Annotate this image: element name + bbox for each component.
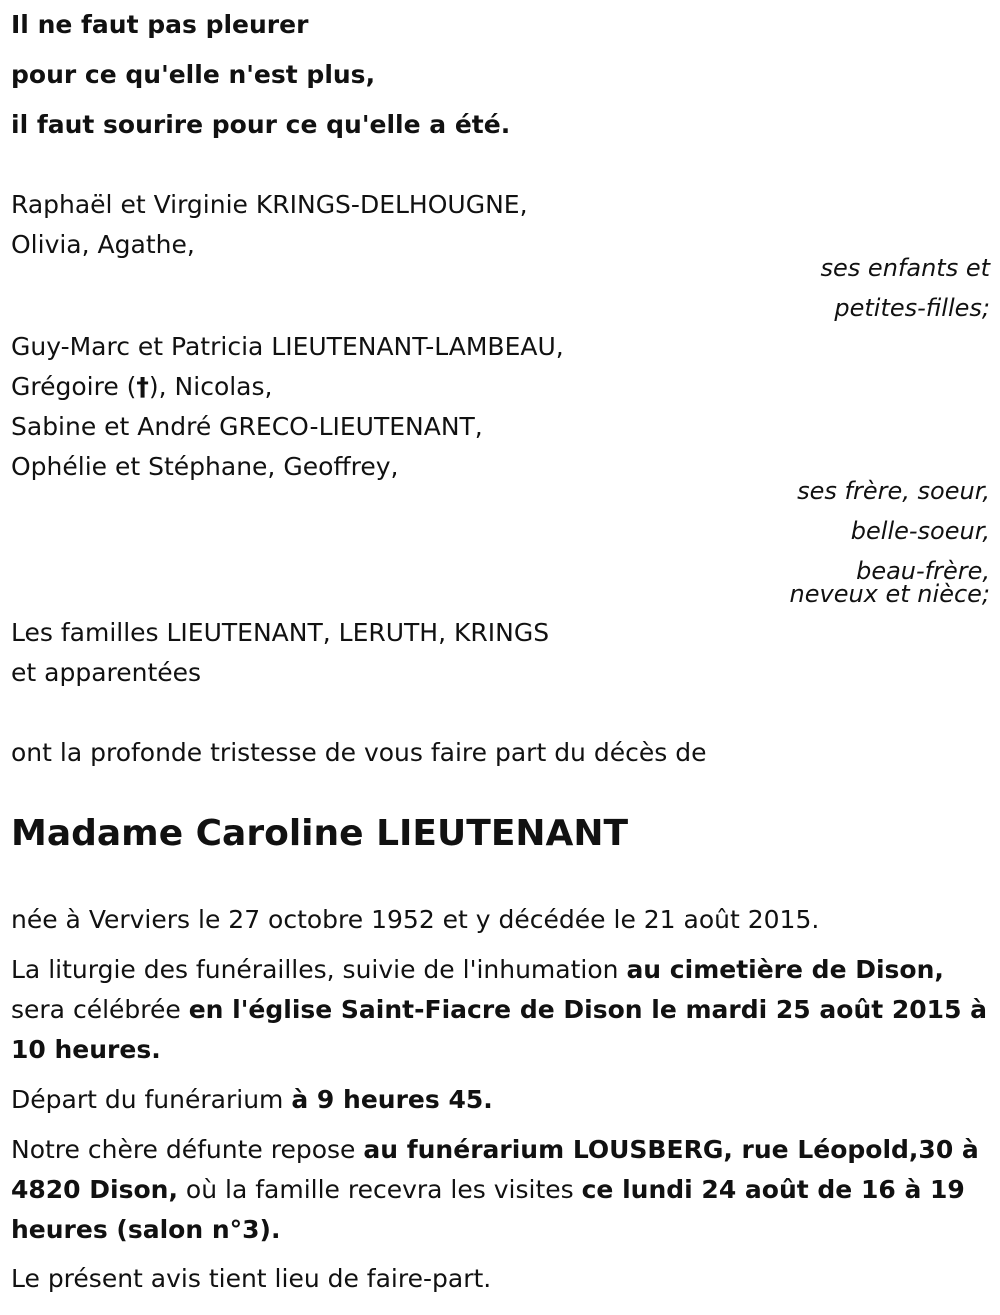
family1-relation-1: ses enfants et: [820, 254, 990, 282]
ceremony-bold-2: en l'église Saint-Fiacre de Dison le mardi 25 août 2015 à 10 heures.: [11, 995, 988, 1064]
deceased-name: Madame Caroline LIEUTENANT: [11, 813, 629, 854]
family2-relation-1: ses frère, soeur,: [797, 477, 990, 505]
visits-bold-2: ce lundi 24 août de 16 à 19 heures (salon n°3).: [11, 1175, 965, 1244]
ceremony-text-1: La liturgie des funérailles, suivie de l'inhumation: [11, 955, 627, 984]
visits-text-2: où la famille recevra les visites: [177, 1175, 582, 1204]
ceremony-bold-1: au cimetière de Dison,: [626, 955, 944, 984]
visits-paragraph: [11, 1130, 991, 1250]
family2-line-2-before: Grégoire (: [11, 372, 137, 401]
birth-death-text: née à Verviers le 27 octobre 1952 et y décédée le 21 août 2015.: [11, 905, 820, 934]
visits-bold-1: au funérarium LOUSBERG, rue Léopold,30 à 4820 Dison,: [11, 1135, 979, 1204]
ceremony-text-2: sera célébrée: [11, 995, 189, 1024]
cross-icon: †: [136, 372, 149, 401]
announcement-text: ont la profonde tristesse de vous faire part du décès de: [11, 738, 707, 767]
family2-line-1: Guy-Marc et Patricia LIEUTENANT-LAMBEAU,: [11, 332, 564, 361]
family1-line-1: Raphaël et Virginie KRINGS-DELHOUGNE,: [11, 190, 528, 219]
departure-paragraph: [11, 1080, 991, 1120]
departure-bold-1: à 9 heures 45.: [291, 1085, 493, 1114]
family2-relation-2: belle-soeur,: [850, 517, 990, 545]
family2-relation-4: neveux et nièce;: [789, 580, 990, 608]
family1-line-2: Olivia, Agathe,: [11, 230, 195, 259]
family3-line-1: Les familles LIEUTENANT, LERUTH, KRINGS: [11, 618, 550, 647]
quote-line-1: Il ne faut pas pleurer: [11, 10, 309, 39]
family2-line-2-after: ), Nicolas,: [148, 372, 273, 401]
departure-text-1: Départ du funérarium: [11, 1085, 292, 1114]
family2-line-2: [11, 372, 272, 402]
ceremony-paragraph: [11, 950, 991, 1070]
family2-relation-3: beau-frère,: [856, 557, 990, 585]
quote-line-2: pour ce qu'elle n'est plus,: [11, 60, 376, 89]
family1-relation-2: petites-filles;: [834, 294, 990, 322]
family3-line-2: et apparentées: [11, 658, 202, 687]
family2-line-4: Ophélie et Stéphane, Geoffrey,: [11, 452, 399, 481]
visits-text-1: Notre chère défunte repose: [11, 1135, 364, 1164]
quote-line-3: il faut sourire pour ce qu'elle a été.: [11, 110, 511, 139]
family2-line-3: Sabine et André GRECO-LIEUTENANT,: [11, 412, 483, 441]
closing-text: Le présent avis tient lieu de faire-part.: [11, 1264, 492, 1293]
